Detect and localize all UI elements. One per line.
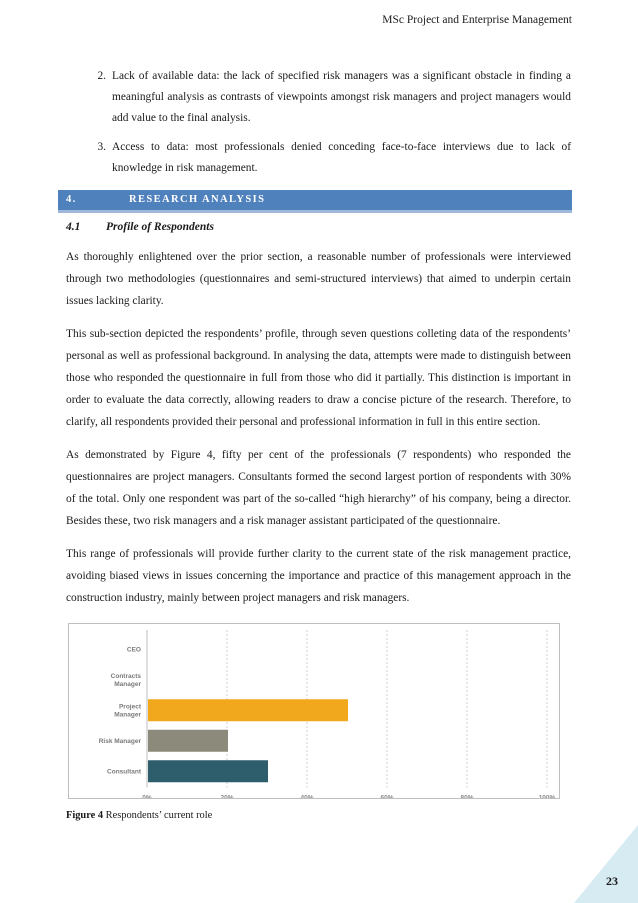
list-item — [66, 137, 571, 179]
x-tick-label: 100% — [538, 794, 556, 798]
subsection-title: Profile of Respondents — [106, 221, 214, 233]
section-title: RESEARCH ANALYSIS — [129, 194, 266, 205]
category-label: Risk Manager — [98, 737, 141, 745]
category-label: Manager — [114, 711, 141, 719]
category-label: Consultant — [107, 768, 141, 776]
bar — [148, 730, 228, 752]
subsection-number: 4.1 — [66, 221, 81, 233]
page-number: 23 — [606, 874, 618, 888]
list-item-text: Access to data: most professionals denied conceding face-to-face interviews due to lack of knowledge in risk management. — [112, 141, 571, 174]
corner-triangle — [574, 825, 638, 903]
category-label: CEO — [126, 646, 141, 654]
bar — [148, 699, 348, 721]
category-label: Manager — [114, 680, 141, 688]
x-tick-label: 20% — [220, 794, 234, 798]
x-tick-label: 0% — [142, 794, 152, 798]
x-tick-label: 60% — [380, 794, 394, 798]
x-tick-label: 40% — [300, 794, 314, 798]
list-item-number: 3. — [97, 141, 106, 153]
paragraph: This sub-section depicted the respondents’ profile, through seven questions colleting data of the respondents’ personal as well as professional background. In analysing the data, attempts were made to distinguish between those who responded the questionnaire in full from those who did it partially. This distinction is important in order to evaluate the data correctly, allowing readers to draw a concise picture of the research. Therefore, to clarify, all respondents provided their personal and professional information in full in this entire section. — [66, 328, 571, 428]
category-label: Contracts — [110, 672, 141, 680]
bar — [148, 760, 268, 782]
section-number: 4. — [66, 194, 77, 205]
running-header: MSc Project and Enterprise Management — [382, 14, 572, 26]
bar-chart — [69, 624, 559, 798]
subsection-heading — [66, 221, 214, 233]
figure-label: Figure 4 — [66, 810, 104, 821]
section-heading-bar — [58, 190, 572, 213]
paragraph: As demonstrated by Figure 4, fifty per cent of the professionals (7 respondents) who responded the questionnaires are project managers. Consultants formed the second largest portion of respondents with 30% of the total. Only one respondent was part of the so-called “high hierarchy” of his company, being a director. Besides these, two risk managers and a risk manager assistant participated of the questionnaire. — [66, 449, 571, 527]
body-text — [66, 246, 571, 620]
figure-caption — [66, 810, 212, 821]
figure-caption-text: Respondents’ current role — [105, 810, 213, 821]
list-item-text: Lack of available data: the lack of specified risk managers was a significant obstacle in finding a meaningful analysis as contrasts of viewpoints amongst risk managers and project managers would add value to the final analysis. — [112, 70, 571, 124]
limitations-list — [66, 66, 571, 187]
list-item — [66, 66, 571, 129]
paragraph: As thoroughly enlightened over the prior section, a reasonable number of professionals were interviewed through two methodologies (questionnaires and semi-structured interviews) that aimed to underpin certain issues lacking clarity. — [66, 251, 571, 307]
corner-decoration — [574, 825, 638, 903]
category-label: Project — [118, 703, 141, 711]
figure-4-chart — [68, 623, 560, 799]
paragraph: This range of professionals will provide further clarity to the current state of the risk management practice, avoiding biased views in issues concerning the importance and practice of this management approach in the construction industry, mainly between project managers and risk managers. — [66, 548, 571, 604]
list-item-number: 2. — [97, 70, 106, 82]
x-tick-label: 80% — [460, 794, 474, 798]
